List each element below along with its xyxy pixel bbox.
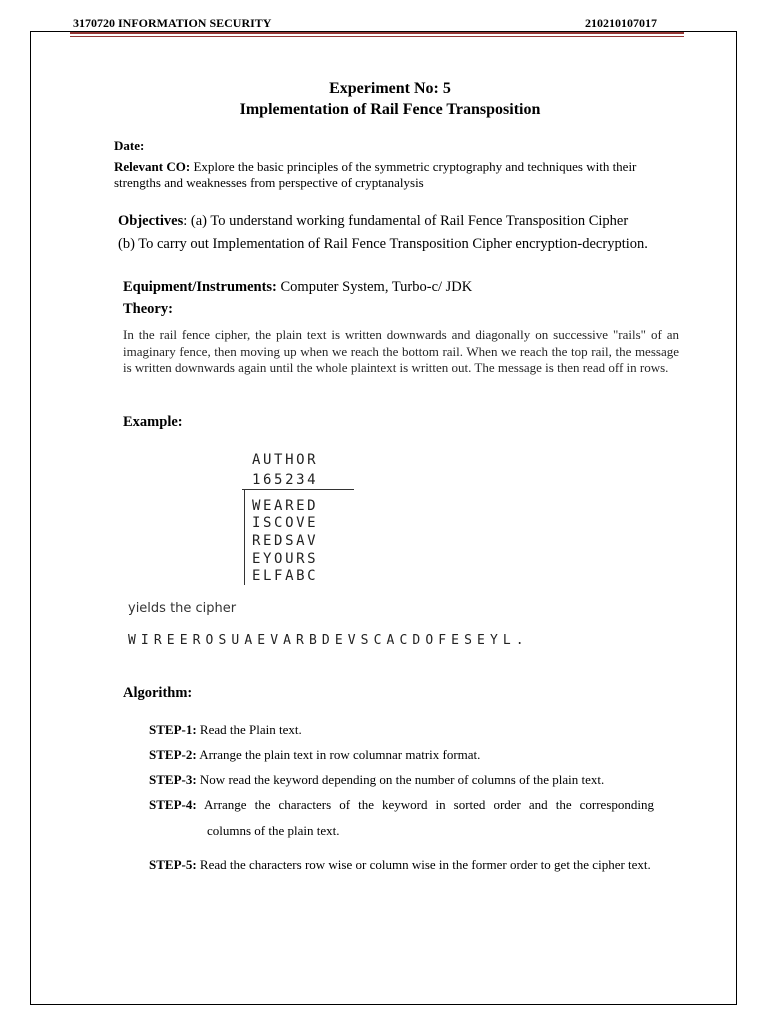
example-grid-bar <box>244 489 245 585</box>
example-order: 165234 <box>252 472 319 488</box>
step-2 <box>149 747 480 763</box>
step-4-text: Arrange the characters of the keyword in sorted order and the corresponding <box>196 797 654 812</box>
step-4-label: STEP-4: <box>149 797 197 812</box>
step-5 <box>149 856 654 873</box>
step-3-text: Now read the keyword depending on the number of columns of the plain text. <box>196 772 605 787</box>
step-1-label: STEP-1: <box>149 722 197 737</box>
step-3-label: STEP-3: <box>149 772 197 787</box>
example-row-3: REDSAV <box>252 533 319 549</box>
equipment-text: Computer System, Turbo-c/ JDK <box>276 279 473 295</box>
header-left: 3170720 INFORMATION SECURITY <box>73 16 272 30</box>
theory-heading: Theory: <box>123 301 173 317</box>
experiment-title: Implementation of Rail Fence Transposition <box>239 101 541 118</box>
relevant-co-text: Explore the basic principles of the symmetric cryptography and techniques with their strengths and weaknesses from perspective of cryptanalysis <box>114 159 637 190</box>
date-label: Date: <box>114 138 145 153</box>
relevant-co <box>114 159 686 191</box>
step-5-text: Read the characters row wise or column wise in the former order to get the cipher text. <box>196 857 651 872</box>
example-row-5: ELFABC <box>252 568 319 584</box>
example-heading: Example: <box>123 414 183 430</box>
example-row-4: EYOURS <box>252 551 319 567</box>
equipment <box>123 279 472 296</box>
yields-the-cipher: yields the cipher <box>128 601 237 616</box>
step-4 <box>149 797 654 813</box>
step-2-label: STEP-2: <box>149 747 197 762</box>
equipment-label: Equipment/Instruments: <box>123 279 277 295</box>
algorithm-heading: Algorithm: <box>123 685 193 701</box>
example-keyword: AUTHOR <box>252 452 319 468</box>
step-5-label: STEP-5: <box>149 857 197 872</box>
step-3 <box>149 772 604 788</box>
experiment-number: Experiment No: 5 <box>329 80 451 97</box>
step-1 <box>149 722 302 738</box>
objective-b: (b) To carry out Implementation of Rail Fence Transposition Cipher encryption-decryption. <box>118 236 648 252</box>
objectives-label: Objectives <box>118 213 184 229</box>
objectives-line-1 <box>118 213 628 230</box>
relevant-co-label: Relevant CO: <box>114 159 191 174</box>
objective-a: : (a) To understand working fundamental of Rail Fence Transposition Cipher <box>183 213 629 229</box>
cipher-output: WIREEROSUAEVARBDEVSCACDOFESEYL. <box>128 633 529 648</box>
header-right: 210210107017 <box>585 16 657 30</box>
step-1-text: Read the Plain text. <box>196 722 302 737</box>
step-2-text: Arrange the plain text in row columnar matrix format. <box>196 747 481 762</box>
example-grid-separator <box>242 489 354 490</box>
theory-text: In the rail fence cipher, the plain text is written downwards and diagonally on successive "rails" of an imaginary fence, then moving up when we reach the bottom rail. When we reach the top rail, the message is written downwards again until the whole plaintext is written out. The message is then read off in rows. <box>123 327 679 375</box>
example-row-1: WEARED <box>252 498 319 514</box>
example-row-2: ISCOVE <box>252 515 319 531</box>
step-4-continuation: columns of the plain text. <box>207 823 340 838</box>
